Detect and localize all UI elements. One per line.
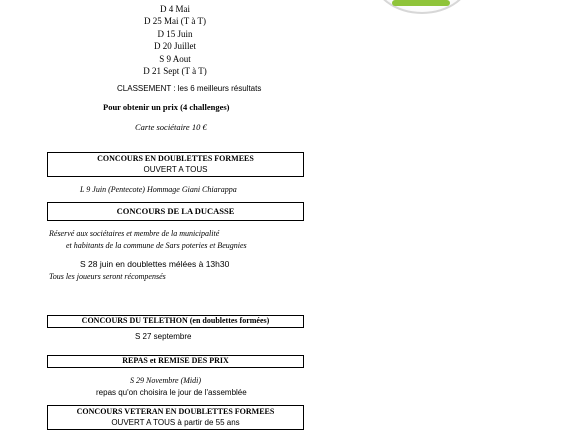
date-list [100,3,250,77]
date-item: S 9 Aout [159,53,191,64]
repas-line1: S 29 Novembre (Midi) [130,376,202,385]
telethon-title: CONCOURS DU TELETHON (en doublettes formées) [81,316,270,325]
veteran-box [47,405,304,430]
classement-text: CLASSEMENT : les 6 meilleurs résultats [117,84,262,93]
date-item: D 15 Juin [157,28,193,39]
repas-title: REPAS et REMISE DES PRIX [122,356,229,365]
date-item: D 20 Juillet [154,41,196,52]
doublettes-title: CONCOURS EN DOUBLETTES FORMEES [97,154,254,163]
veteran-title: CONCOURS VETERAN EN DOUBLETTES FORMEES [76,407,275,416]
doublettes-box [47,152,304,177]
doublettes-subtitle: OUVERT A TOUS [143,165,208,174]
repas-box [47,355,304,368]
telethon-box [47,315,304,328]
doublettes-line: L 9 Juin (Pentecote) Hommage Giani Chiarappa [80,185,237,194]
date-item: D 25 Mai (T à T) [144,16,206,27]
club-logo-band [392,0,450,6]
ducasse-line2: et habitants de la commune de Sars poteries et Beugnies [66,241,247,250]
ducasse-line4: Tous les joueurs seront récompensés [49,272,166,281]
repas-line2: repas qu'on choisira le jour de l'assemblée [96,388,247,397]
date-item: D 21 Sept (T à T) [143,66,207,77]
ducasse-box [47,202,304,221]
veteran-line: OUVERT A TOUS à partir de 55 ans [111,418,240,427]
ducasse-title: CONCOURS DE LA DUCASSE [116,206,235,216]
ducasse-line1: Réservé aux sociétaires et membre de la municipalité [49,229,220,238]
ducasse-line3: S 28 juin en doublettes mélées à 13h30 [80,259,230,269]
telethon-line: S 27 septembre [135,332,192,341]
prix-text: Pour obtenir un prix (4 challenges) [103,102,230,112]
carte-text: Carte sociétaire 10 € [135,122,207,132]
date-item: D 4 Mai [160,4,190,14]
